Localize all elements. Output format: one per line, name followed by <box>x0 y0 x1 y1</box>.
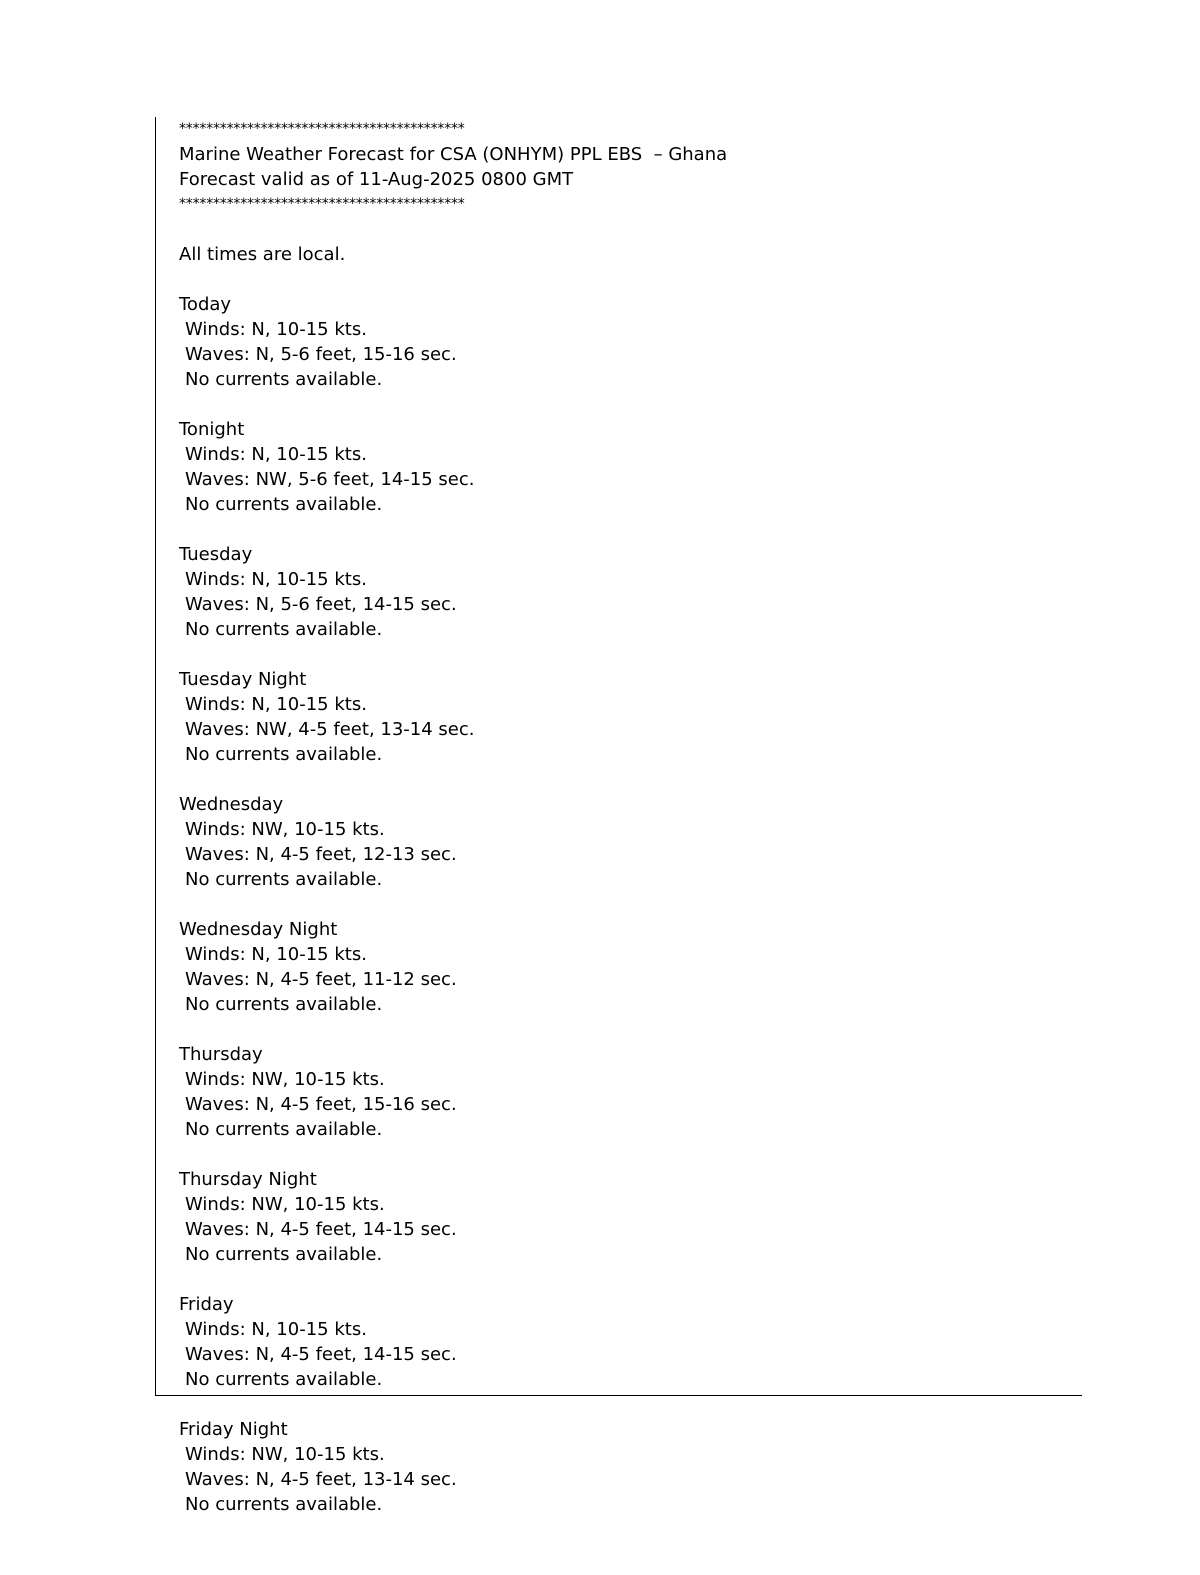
period-waves: Waves: N, 4-5 feet, 11-12 sec. <box>185 969 457 990</box>
times-note: All times are local. <box>179 244 346 265</box>
forecast-period <box>179 417 1059 517</box>
period-winds: Winds: NW, 10-15 kts. <box>185 1194 385 1215</box>
header-stars-top: ****************************************** <box>179 121 465 137</box>
period-winds: Winds: N, 10-15 kts. <box>185 694 367 715</box>
spacer <box>179 892 1059 917</box>
period-name: Friday <box>179 1294 234 1315</box>
period-currents: No currents available. <box>185 744 383 765</box>
forecast-document <box>179 117 1059 1517</box>
period-winds: Winds: NW, 10-15 kts. <box>185 819 385 840</box>
period-winds: Winds: N, 10-15 kts. <box>185 1319 367 1340</box>
period-name: Friday Night <box>179 1419 288 1440</box>
period-waves: Waves: N, 5-6 feet, 15-16 sec. <box>185 344 457 365</box>
spacer <box>179 642 1059 667</box>
forecast-period <box>179 542 1059 642</box>
forecast-period <box>179 1292 1059 1392</box>
forecast-title: Marine Weather Forecast for CSA (ONHYM) PPL EBS – Ghana <box>179 144 728 165</box>
period-winds: Winds: N, 10-15 kts. <box>185 569 367 590</box>
period-waves: Waves: N, 4-5 feet, 14-15 sec. <box>185 1219 457 1240</box>
forecast-period <box>179 667 1059 767</box>
forecast-period <box>179 1167 1059 1267</box>
period-winds: Winds: N, 10-15 kts. <box>185 944 367 965</box>
spacer <box>179 517 1059 542</box>
period-currents: No currents available. <box>185 1119 383 1140</box>
spacer <box>179 1392 1059 1417</box>
forecast-period <box>179 792 1059 892</box>
frame-left-border <box>155 117 156 1396</box>
forecast-period <box>179 1417 1059 1517</box>
header-stars-bottom: ****************************************** <box>179 196 465 212</box>
period-currents: No currents available. <box>185 869 383 890</box>
period-currents: No currents available. <box>185 994 383 1015</box>
period-name: Today <box>179 294 232 315</box>
period-currents: No currents available. <box>185 494 383 515</box>
period-winds: Winds: N, 10-15 kts. <box>185 319 367 340</box>
period-currents: No currents available. <box>185 1369 383 1390</box>
period-currents: No currents available. <box>185 369 383 390</box>
period-name: Wednesday Night <box>179 919 338 940</box>
forecast-period <box>179 917 1059 1017</box>
period-waves: Waves: NW, 4-5 feet, 13-14 sec. <box>185 719 475 740</box>
forecast-period <box>179 1042 1059 1142</box>
period-waves: Waves: N, 4-5 feet, 15-16 sec. <box>185 1094 457 1115</box>
period-name: Thursday <box>179 1044 263 1065</box>
period-winds: Winds: NW, 10-15 kts. <box>185 1069 385 1090</box>
period-waves: Waves: NW, 5-6 feet, 14-15 sec. <box>185 469 475 490</box>
period-waves: Waves: N, 4-5 feet, 12-13 sec. <box>185 844 457 865</box>
period-waves: Waves: N, 4-5 feet, 14-15 sec. <box>185 1344 457 1365</box>
period-winds: Winds: NW, 10-15 kts. <box>185 1444 385 1465</box>
period-winds: Winds: N, 10-15 kts. <box>185 444 367 465</box>
period-name: Tuesday Night <box>179 669 307 690</box>
forecast-period <box>179 292 1059 392</box>
spacer <box>179 1142 1059 1167</box>
period-currents: No currents available. <box>185 619 383 640</box>
period-name: Thursday Night <box>179 1169 317 1190</box>
spacer <box>179 267 1059 292</box>
spacer <box>179 217 1059 242</box>
period-waves: Waves: N, 5-6 feet, 14-15 sec. <box>185 594 457 615</box>
spacer <box>179 1267 1059 1292</box>
spacer <box>179 767 1059 792</box>
period-currents: No currents available. <box>185 1244 383 1265</box>
spacer <box>179 392 1059 417</box>
forecast-valid-time: Forecast valid as of 11-Aug-2025 0800 GMT <box>179 169 574 190</box>
period-currents: No currents available. <box>185 1494 383 1515</box>
period-name: Tonight <box>179 419 245 440</box>
spacer <box>179 1017 1059 1042</box>
period-waves: Waves: N, 4-5 feet, 13-14 sec. <box>185 1469 457 1490</box>
period-name: Tuesday <box>179 544 253 565</box>
period-name: Wednesday <box>179 794 284 815</box>
